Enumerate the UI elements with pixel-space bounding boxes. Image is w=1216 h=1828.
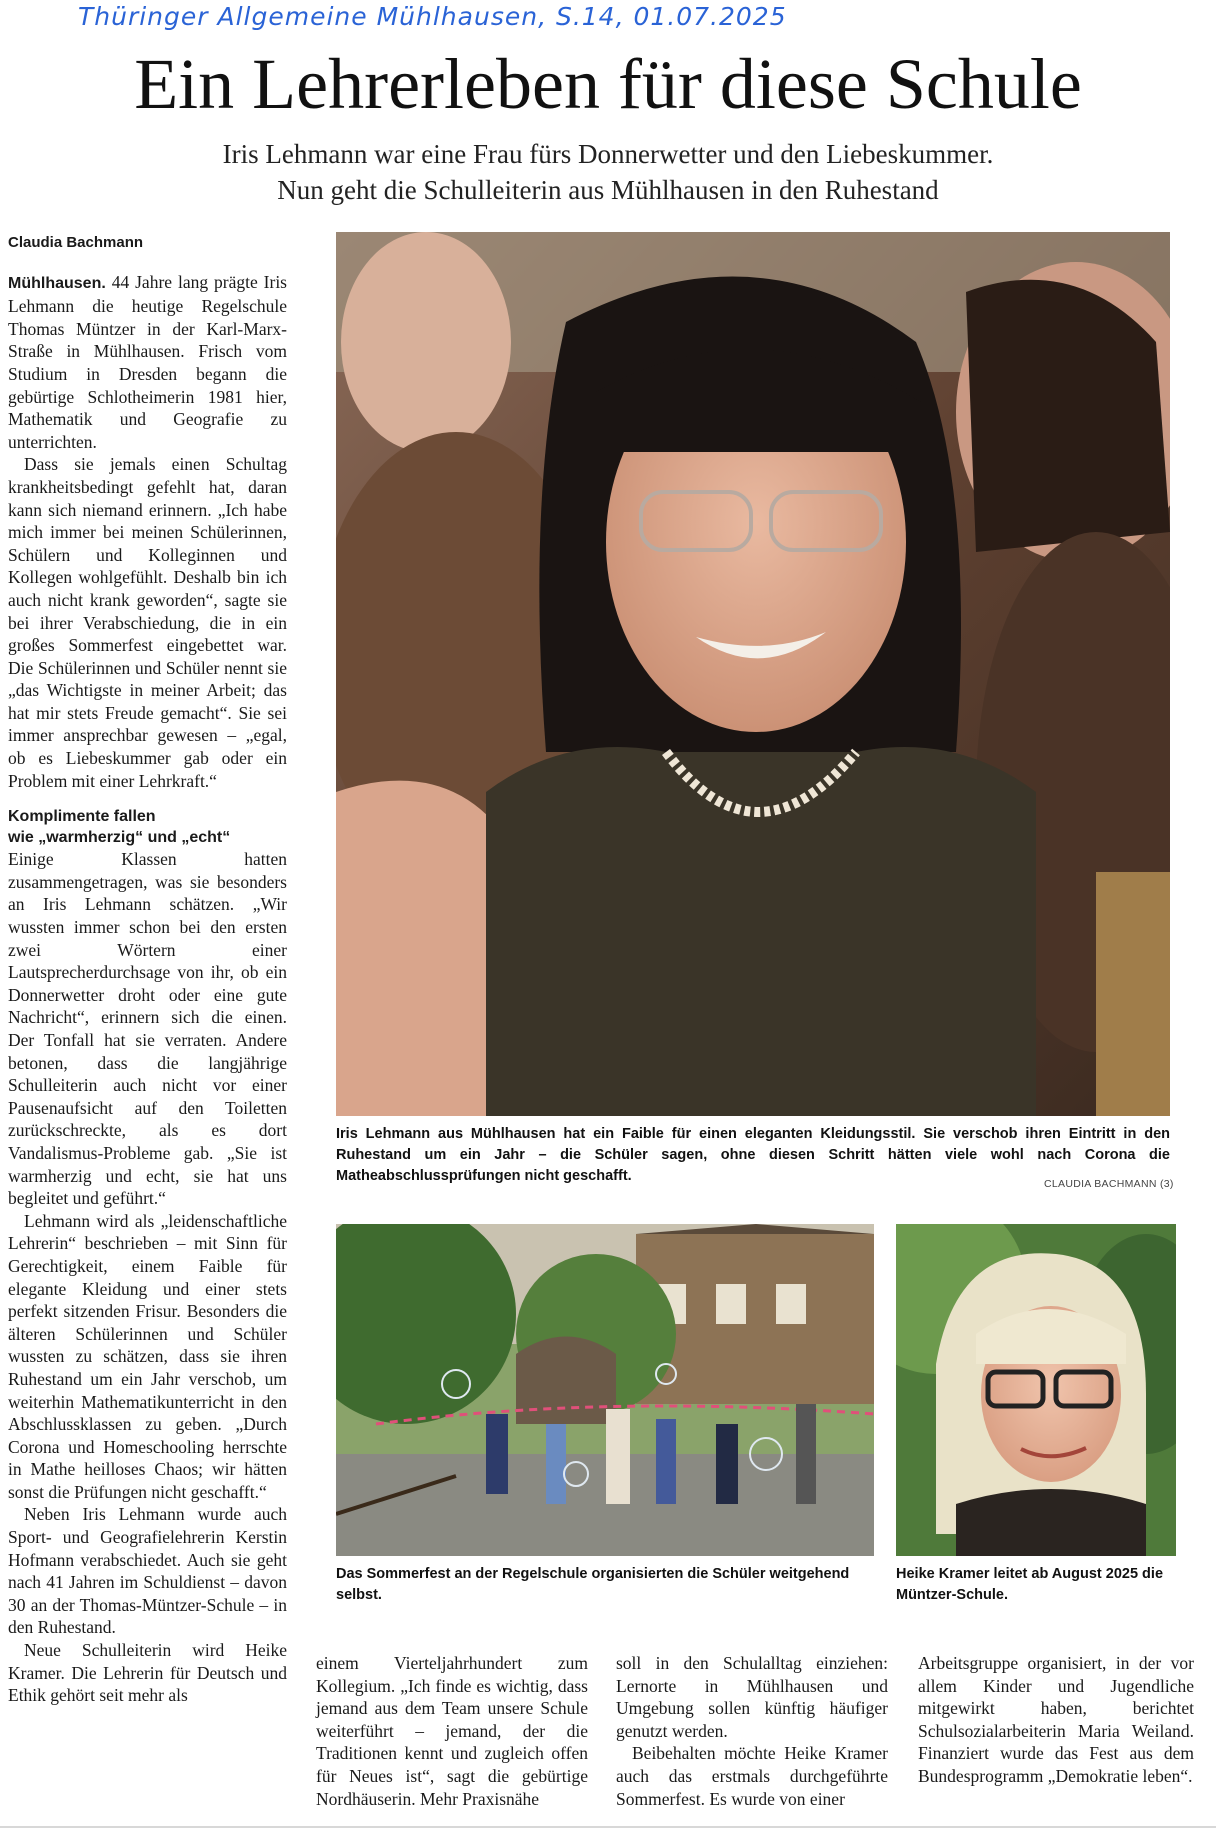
photo-credit: CLAUDIA BACHMANN (3) [1044, 1178, 1174, 1190]
paragraph-1-text: 44 Jahre lang prägte Iris Lehmann die heutige Regelschule Thomas Müntzer in der Karl-Marx-Straße in Mühlhausen. Frisch vom Studium in Dresden begann die gebürtige Schlotheimerin 1981 hier, Mathematik und Geografie zu unterrichten. [8, 271, 287, 452]
article-column-3 [616, 1652, 888, 1810]
sommerfest-caption: Das Sommerfest an der Regelschule organisierten die Schüler weitgehend selbst. [336, 1566, 850, 1603]
paragraph-4: Lehmann wird als „leidenschaftliche Lehrerin“ beschrieben – mit Sinn für Gerechtigkeit, einem Faible für elegante Kleidung und einer stets perfekt sitzenden Frisur. Besonders die älteren Schülerinnen und Schüler wussten zu schätzen, dass sie ihren Ruhestand um ein Jahr verschob, um weiterhin Mathematikunterricht in den Abschlussklassen zu geben. „Durch Corona und Homeschooling herrschte in Mathe heilloses Chaos; wir hätten sonst die Prüfungen nicht geschafft.“ [8, 1210, 287, 1502]
dateline: Mühlhausen. [8, 274, 106, 292]
article-dek [0, 136, 1216, 208]
paragraph-5: Neben Iris Lehmann wurde auch Sport- und Geografielehrerin Kerstin Hofmann verabschiedet. Auch sie geht nach 41 Jahren im Schuldienst – davon 30 an der Thomas-Müntzer-Schule – in den Ruhestand. [8, 1504, 287, 1638]
main-photo-iris-lehmann [336, 232, 1170, 1116]
subhead-line-1: Komplimente fallen [8, 808, 156, 826]
column-3-text-a: soll in den Schulalltag einziehen: Lernorte in Mühlhausen und Umgebung sollen künftig häufiger genutzt werden. [616, 1653, 888, 1741]
dek-line-1: Iris Lehmann war eine Frau fürs Donnerwetter und den Liebeskummer. [222, 139, 994, 169]
subhead-line-2: wie „warmherzig“ und „echt“ [8, 829, 231, 847]
paragraph-6: Neue Schulleiterin wird Heike Kramer. Die Lehrerin für Deutsch und Ethik gehört seit mehr als [8, 1640, 287, 1706]
article-column-4 [918, 1652, 1194, 1788]
kramer-caption: Heike Kramer leitet ab August 2025 die Müntzer-Schule. [896, 1566, 1164, 1603]
subhead [8, 806, 287, 848]
photo-heike-kramer [896, 1224, 1176, 1556]
column-2-text: einem Vierteljahrhundert zum Kollegium. „Ich finde es wichtig, dass jemand aus dem Team unsere Schule weiterführt – jemand, der die Traditionen kennt und zugleich offen für Neues ist“, sagt die gebürtige Nordhäuserin. Mehr Praxisnähe [316, 1653, 588, 1809]
column-3-text-b: Beibehalten möchte Heike Kramer auch das erstmals durchgeführte Sommerfest. Es wurde von einer [616, 1743, 888, 1809]
paragraph-1 [8, 271, 287, 454]
paragraph-3: Einige Klassen hatten zusammengetragen, was sie besonders an Iris Lehmann schätzen. „Wir wussten immer schon bei den ersten zwei Wörtern einer Lautsprecherdurchsage von ihr, ob ein Donnerwetter droht oder eine gute Nachricht“, erinnern sich die einen. Der Tonfall hat sie verraten. Andere betonen, dass die langjährige Schulleiterin auch nicht vor einer Pausenaufsicht auf den Toiletten zurückschreckte, als es dort Vandalismus-Probleme gab. „Sie ist warmherzig und echt, sie hat uns begleitet und geführt.“ [8, 849, 287, 1209]
byline: Claudia Bachmann [8, 234, 144, 251]
article-column-2 [316, 1652, 588, 1810]
paragraph-2: Dass sie jemals einen Schultag krankheitsbedingt gefehlt hat, daran kann sich niemand erinnern. „Ich habe mich immer bei meinen Schülerinnen, Schülern und Kolleginnen und Kollegen wohlgefühlt. Deshalb bin ich auch nicht krank geworden“, sagte sie bei ihrer Verabschiedung, die in ein großes Sommerfest eingebettet war. Die Schülerinnen und Schüler nennt sie „das Wichtigste in meiner Arbeit; das hat mir stets Freude gemacht“. Sie sei immer ansprechbar gewesen – „egal, ob es Liebeskummer gab oder ein Problem mit einer Lehrkraft.“ [8, 454, 287, 791]
main-photo-caption: Iris Lehmann aus Mühlhausen hat ein Faible für einen eleganten Kleidungsstil. Sie verschob ihren Eintritt in den Ruhestand um ein Jahr – die Schüler sagen, ohne diesen Schritt hätten viele wohl nach Corona die Matheabschlussprüfungen nicht geschafft. [336, 1126, 1170, 1184]
article-headline: Ein Lehrerleben für diese Schule [134, 44, 1082, 124]
article-column-1 [8, 232, 287, 1707]
column-4-text: Arbeitsgruppe organisiert, in der vor allem Kinder und Jugendliche mitgewirkt haben, berichtet Schulsozialarbeiterin Maria Weiland. Finanziert wurde das Fest aus dem Bundesprogramm „Demokratie leben“. [918, 1653, 1194, 1786]
handwritten-source-note: Thüringer Allgemeine Mühlhausen, S.14, 01.07.2025 [78, 2, 787, 31]
dek-line-2: Nun geht die Schulleiterin aus Mühlhausen in den Ruhestand [277, 175, 939, 205]
photo-sommerfest [336, 1224, 874, 1556]
